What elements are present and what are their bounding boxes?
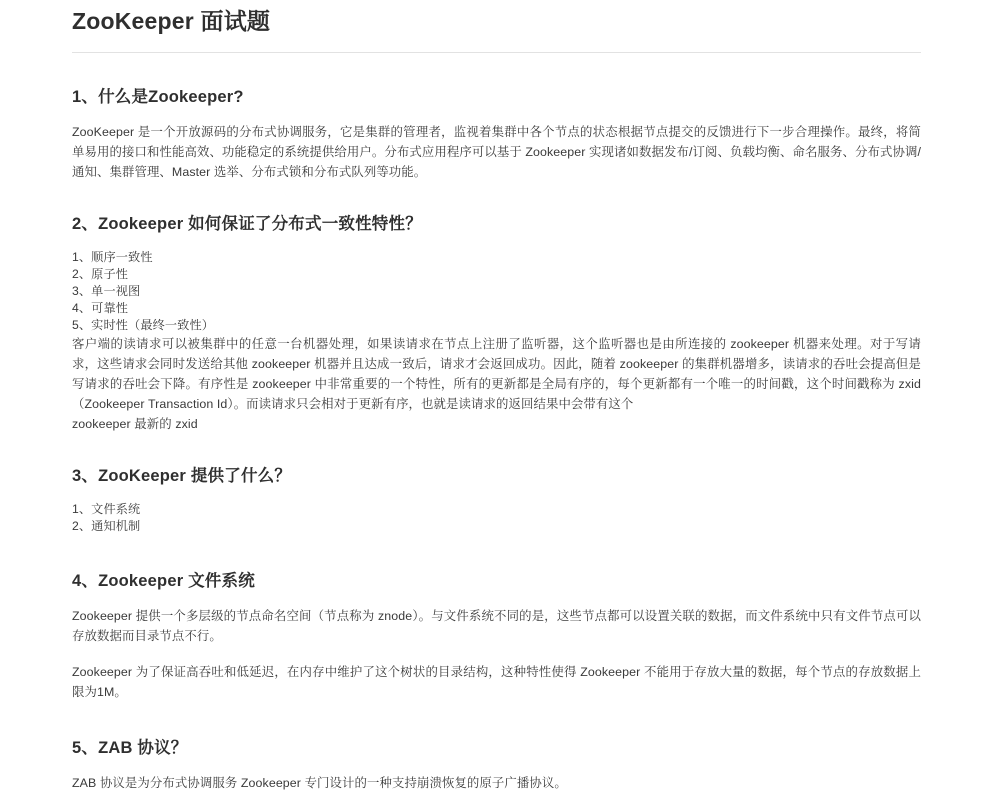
- list-item: 4、可靠性: [72, 301, 129, 315]
- list-item: 3、单一视图: [72, 284, 141, 298]
- section-2: [72, 212, 921, 434]
- list-item: 2、通知机制: [72, 519, 141, 533]
- section-3: [72, 464, 921, 535]
- list-item: 2、原子性: [72, 267, 129, 281]
- section-2-paragraph-1: 客户端的读请求可以被集群中的任意一台机器处理，如果读请求在节点上注册了监听器，这个监听器也是由所连接的 zookeeper 机器来处理。对于写请求，这些请求会同时发送给其他 zookeeper 机器并且达成一致后，请求才会返回成功。因此，随着 zookeeper 的集群机器增多，读请求的吞吐会提高但是写请求的吞吐会下降。有序性是 zookeeper 中非常重要的一个特性，所有的更新都是全局有序的，每个更新都有一个唯一的时间戳，这个时间戳称为 zxid（Zookeeper Transaction Id）。而读请求只会相对于更新有序，也就是读请求的返回结果中会带有这个: [72, 337, 921, 411]
- section-5: [72, 736, 921, 793]
- section-2-paragraph-2: zookeeper 最新的 zxid: [72, 417, 198, 431]
- section-1: [72, 85, 921, 182]
- section-4-paragraph-1: Zookeeper 提供一个多层级的节点命名空间（节点称为 znode）。与文件系统不同的是，这些节点都可以设置关联的数据，而文件系统中只有文件节点可以存放数据而目录节点不行。: [72, 609, 921, 643]
- section-3-heading: 3、ZooKeeper 提供了什么？: [72, 467, 292, 485]
- list-item: 1、文件系统: [72, 502, 141, 516]
- section-5-paragraph: ZAB 协议是为分布式协调服务 Zookeeper 专门设计的一种支持崩溃恢复的原子广播协议。: [72, 776, 567, 790]
- section-4: [72, 569, 921, 702]
- page-title: ZooKeeper 面试题: [72, 8, 271, 34]
- section-1-paragraph: ZooKeeper 是一个开放源码的分布式协调服务，它是集群的管理者，监视着集群中各个节点的状态根据节点提交的反馈进行下一步合理操作。最终，将简单易用的接口和性能高效、功能稳定的系统提供给用户。分布式应用程序可以基于 Zookeeper 实现诸如数据发布/订阅、负载均衡、命名服务、分布式协调/通知、集群管理、Master 选举、分布式锁和分布式队列等功能。: [72, 125, 921, 179]
- section-4-paragraph-2: Zookeeper 为了保证高吞吐和低延迟，在内存中维护了这个树状的目录结构，这种特性使得 Zookeeper 不能用于存放大量的数据，每个节点的存放数据上限为1M。: [72, 665, 921, 699]
- section-5-heading: 5、ZAB 协议？: [72, 739, 188, 757]
- list-item: 1、顺序一致性: [72, 250, 153, 264]
- section-2-heading: 2、Zookeeper 如何保证了分布式一致性特性？: [72, 215, 422, 233]
- list-item: 5、实时性（最终一致性）: [72, 318, 215, 332]
- section-2-list: [72, 249, 921, 334]
- section-4-heading: 4、Zookeeper 文件系统: [72, 572, 255, 590]
- section-3-list: [72, 501, 921, 535]
- title-divider: [72, 52, 921, 53]
- section-1-heading: 1、什么是Zookeeper?: [72, 88, 244, 106]
